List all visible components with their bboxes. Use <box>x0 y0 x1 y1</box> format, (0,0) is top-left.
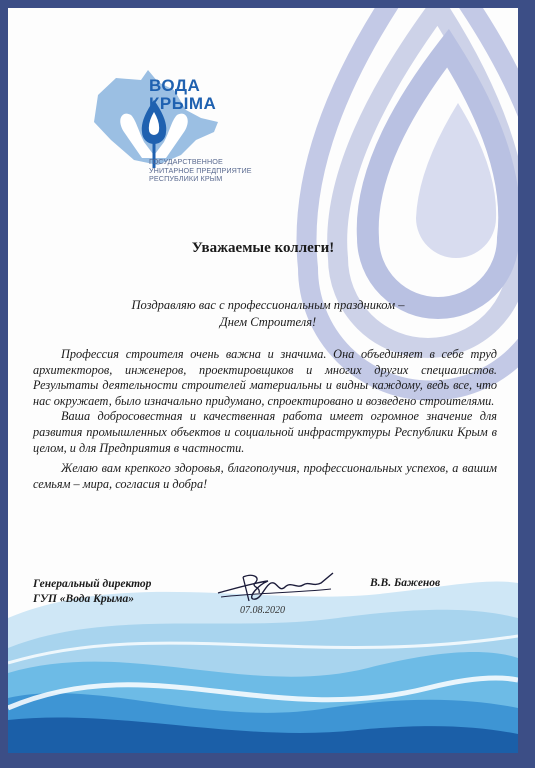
letter-sheet <box>8 8 518 753</box>
brand-subtitle: ГОСУДАРСТВЕННОЕ УНИТАРНОЕ ПРЕДПРИЯТИЕ РЕСПУБЛИКИ КРЫМ <box>149 157 252 183</box>
congrats-line-2: Днем Строителя! <box>219 315 317 329</box>
body-paragraph-3: Желаю вам крепкого здоровья, благополучия, профессиональных успехов, а вашим семьям – мира, согласия и добра! <box>33 461 497 491</box>
signer-title-line2: ГУП «Вода Крыма» <box>33 593 135 605</box>
congrats-line-1: Поздравляю вас с профессиональным праздником – <box>131 298 405 312</box>
letter-body <box>33 347 497 492</box>
handwritten-signature <box>213 563 338 608</box>
signer-name: В.В. Баженов <box>370 577 441 589</box>
body-paragraph-2: Ваша добросовестная и качественная работа имеет огромное значение для развития промышленных объектов и социальной инфраструктуры Республики Крым в целом, и для Предприятия в частности. <box>33 409 497 455</box>
letter-greeting: Уважаемые коллеги! <box>191 240 335 256</box>
brand-name-line1: ВОДА <box>149 76 201 95</box>
congratulation-lines <box>68 297 468 331</box>
body-paragraph-1: Профессия строителя очень важна и значима. Она объединяет в себе труд архитекторов, инженеров, проектировщиков и многих других специалистов. Результаты деятельности строителей материальны и видны каждому, ведь все, что нас окружает, было изначально придумано, спроектировано и возведено строителями. <box>33 347 497 408</box>
brand-name-line2: КРЫМА <box>149 94 217 113</box>
brand-name <box>149 77 259 113</box>
signer-title <box>33 577 213 607</box>
signer-title-line1: Генеральный директор <box>33 578 152 590</box>
letter-date: 07.08.2020 <box>240 605 285 616</box>
